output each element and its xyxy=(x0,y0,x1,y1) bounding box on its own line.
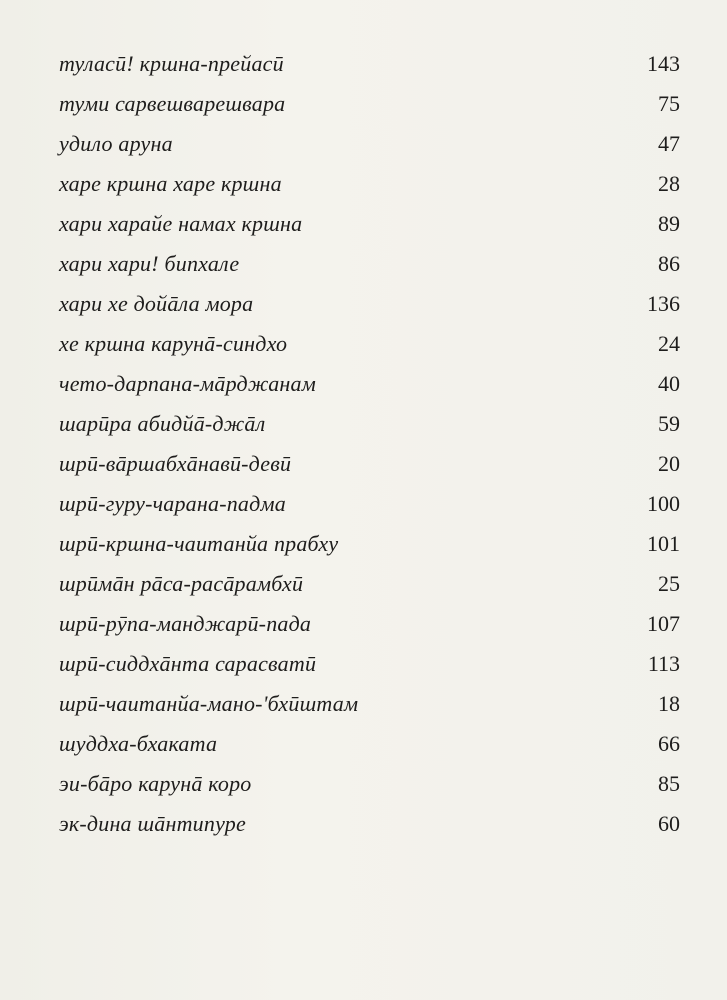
index-entry xyxy=(59,44,680,84)
entry-title: шрӣ-кршна-чаитанйа прабху xyxy=(59,531,339,556)
entry-title: шарӣра абидйā-джāл xyxy=(59,411,266,436)
index-entry xyxy=(59,244,680,284)
entry-page-number: 20 xyxy=(658,451,680,476)
entry-page-number: 47 xyxy=(658,131,680,156)
entry-page-number: 66 xyxy=(658,731,680,756)
entry-page-number: 40 xyxy=(658,371,680,396)
entry-title: эи-бāро карунā коро xyxy=(59,771,252,796)
entry-page-number: 25 xyxy=(658,571,680,596)
index-entry xyxy=(59,684,680,724)
index-entry xyxy=(59,284,680,324)
entry-page-number: 85 xyxy=(658,771,680,796)
entry-title: шрӣ-сиддхāнта сарасватӣ xyxy=(59,651,317,676)
entry-title: эк-дина шāнтипуре xyxy=(59,811,246,836)
index-entry xyxy=(59,724,680,764)
entry-title: шрӣмāн рāса-расāрамбхӣ xyxy=(59,571,304,596)
entry-title: удило аруна xyxy=(59,131,173,156)
entry-title: шрӣ-рӯпа-манджарӣ-пада xyxy=(59,611,312,636)
entry-title: шуддха-бхаката xyxy=(59,731,218,756)
entry-page-number: 59 xyxy=(658,411,680,436)
entry-page-number: 107 xyxy=(647,611,680,636)
index-entry xyxy=(59,84,680,124)
entry-title: шрӣ-вāршабхāнавӣ-девӣ xyxy=(59,451,292,476)
entry-page-number: 136 xyxy=(647,291,680,316)
entry-page-number: 86 xyxy=(658,251,680,276)
index-entry xyxy=(59,804,680,844)
index-entry xyxy=(59,644,680,684)
entry-title: шрӣ-гуру-чарана-падма xyxy=(59,491,286,516)
entry-page-number: 89 xyxy=(658,211,680,236)
entry-page-number: 113 xyxy=(647,651,680,676)
entry-page-number: 75 xyxy=(658,91,680,116)
entry-page-number: 24 xyxy=(658,331,680,356)
entry-title: хари хари! бипхале xyxy=(59,251,240,276)
entry-title: хари харайе намах кршна xyxy=(59,211,303,236)
entry-title: шрӣ-чаитанйа-мано-'бхӣштам xyxy=(59,691,359,716)
entry-page-number: 100 xyxy=(647,491,680,516)
entry-title: харе кршна харе кршна xyxy=(59,171,282,196)
entry-title: туласӣ! кршна-прейасӣ xyxy=(59,51,284,76)
index-entry xyxy=(59,524,680,564)
song-index-list xyxy=(59,44,680,844)
index-entry xyxy=(59,164,680,204)
entry-page-number: 101 xyxy=(647,531,680,556)
index-entry xyxy=(59,564,680,604)
index-entry xyxy=(59,124,680,164)
entry-title: чето-дарпана-мāрджанам xyxy=(59,371,316,396)
index-entry xyxy=(59,764,680,804)
index-entry xyxy=(59,604,680,644)
index-entry xyxy=(59,444,680,484)
entry-page-number: 60 xyxy=(658,811,680,836)
index-entry xyxy=(59,404,680,444)
entry-title: хари хе дойāла мора xyxy=(59,291,254,316)
index-entry xyxy=(59,364,680,404)
index-entry xyxy=(59,204,680,244)
entry-title: хе кршна карунā-синдхо xyxy=(59,331,288,356)
entry-page-number: 18 xyxy=(658,691,680,716)
entry-page-number: 143 xyxy=(647,51,680,76)
index-entry xyxy=(59,324,680,364)
index-entry xyxy=(59,484,680,524)
entry-page-number: 28 xyxy=(658,171,680,196)
entry-title: туми сарвешварешвара xyxy=(59,91,286,116)
